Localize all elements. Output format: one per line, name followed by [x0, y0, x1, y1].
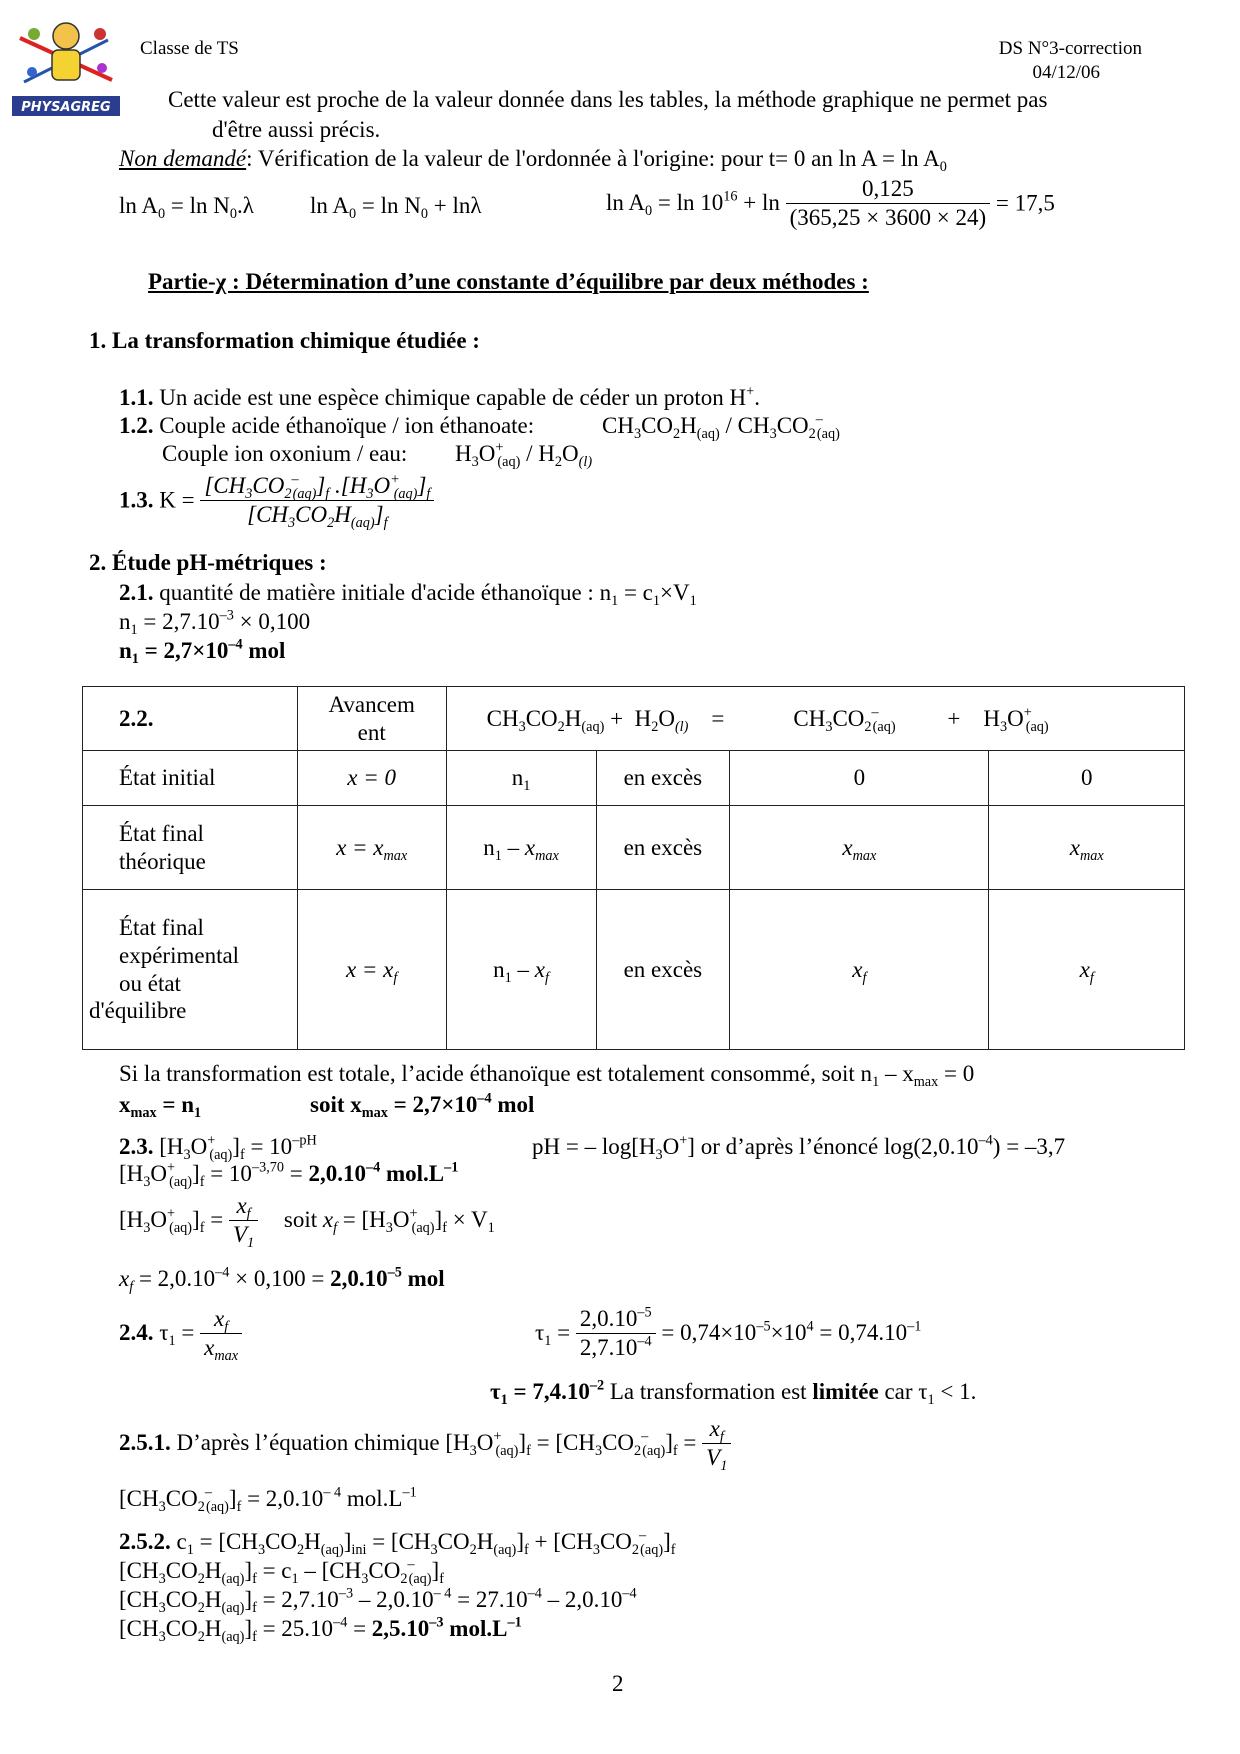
header-date: 04/12/06	[1032, 62, 1100, 83]
section-1-title: 1. La transformation chimique étudiée :	[89, 328, 480, 353]
n1-calc: $n_1 = 2,7.10^{-3} \times 0,100$	[119, 607, 311, 638]
xf-result: $x_f = 2,0.10^{-4} \times 0,100 = 2,0.10^{-5}$ mol	[119, 1264, 445, 1295]
item-1-3: 1.3. K = $\frac{[CH_3CO_2^-_{(aq)}]_f .[H_3O^+_{(aq)}]_f}{[CH_3CO_2H_{(aq)}]_f}$	[119, 472, 434, 528]
item-2-1: 2.1. quantité de matière initiale d'acide éthanoïque : $n_1 = c_1\times V_1$	[119, 580, 697, 609]
item-2-3: 2.3. $[H_3O^+_{(aq)}]_f = 10^{-pH}$	[119, 1132, 317, 1163]
xmax-eq: $x_{max} = n_1$	[119, 1092, 202, 1121]
table-head-num: 2.2.	[83, 687, 298, 751]
ph-relation: pH = – $\log[H_3O^+]$ or d’après l’énoncé $\log(2,0.10^{-4}) = -3,7$	[532, 1132, 1066, 1163]
table-row: État final expérimental ou état d'équilibre $x = x_f$ $n_1 - x_f$ en excès $x_f$ $x_f$	[83, 890, 1185, 1050]
partie-title: Partie-χ : Détermination d’une constante d’équilibre par deux méthodes :	[148, 269, 869, 294]
table-row: État initial x = 0 $n_1$ en excès 0 0	[83, 751, 1185, 806]
tau-result: $\tau_1 = 7,4.10^{-2}$ La transformation est limitée car $\tau_1 < 1$.	[490, 1377, 977, 1408]
item-1-2: 1.2. Couple acide éthanoïque / ion éthanoate:	[119, 413, 535, 438]
eq-ln-fraction: $\frac{0,125}{(365,25 \times 3600 \times 24)}$	[786, 175, 991, 231]
acid-conc-2: $[CH_3CO_2H_{(aq)}]_f = 2,7.10^{-3} - 2,0.10^{- 4} = 27.10^{-4} - 2,0.10^{-4}$	[119, 1585, 637, 1616]
header-ds-title: DS N°3-correction	[998, 38, 1142, 59]
h3o-xf-relation: $[H_3O^+_{(aq)}]_f$ = $\frac{x_f}{V_1}$ soit $x_f = [H_3O^+_{(aq)}]_f \times V_1$	[119, 1193, 495, 1251]
physagreg-logo	[12, 10, 120, 118]
intro-line-1: Cette valeur est proche de la valeur donnée dans les tables, la méthode graphique ne permet pas	[168, 87, 1048, 112]
intro-line-2: d'être aussi précis.	[212, 117, 381, 142]
advancement-table	[82, 686, 1185, 1050]
svg-text:PHYSAGREG: PHYSAGREG	[21, 100, 111, 115]
eq-ln-a0-3: $\ln A_0 = \ln 10^{16} + \ln$ $\frac{0,125}{(365,25 \times 3600 \times 24)}$ = 17,5	[606, 176, 1055, 230]
couple-oxonium: $H_3O^+_{(aq)} / H_2O_{(l)}$	[455, 439, 593, 470]
page-number: 2	[612, 1671, 624, 1696]
xmax-result: soit $x_{max} = 2,7\times 10^{-4}$ mol	[310, 1090, 535, 1121]
eq-ln-a0-2: $\ln A_0 = \ln N_0 + \ln\lambda$	[310, 193, 482, 222]
couple-acetic: $CH_3CO_2H_{(aq)} / CH_3CO_2^-_{(aq)}$	[602, 411, 840, 442]
item-1-2-couple2: Couple ion oxonium / eau:	[162, 441, 408, 466]
item-2-4: 2.4. $\tau_1$ = $\frac{x_f}{x_{max}}$	[119, 1305, 242, 1361]
header-class: Classe de TS	[140, 38, 239, 59]
item-2-5-1: 2.5.1. D’après l’équation chimique $[H_3O^+_{(aq)}]_f = [CH_3CO_2^-_{(aq)}]_f$ = $\frac{x_f}{V_1}$	[119, 1415, 731, 1471]
total-transformation: Si la transformation est totale, l’acide éthanoïque est totalement consommé, soit $n_1 - x_{max} = 0$	[119, 1061, 975, 1090]
table-head-avancement: Avancem ent	[297, 687, 446, 751]
table-row: État final théorique $x = x_{max}$ $n_1 - x_{max}$ en excès $x_{max}$ $x_{max}$	[83, 806, 1185, 890]
eq-ln-a0-1: $\ln A_0 = \ln N_0.\lambda$	[119, 193, 254, 222]
ch3co2-result: $[CH_3CO_2^-_{(aq)}]_f = 2,0.10^{- 4}$ $mol.L^{-1}$	[119, 1484, 417, 1515]
k-fraction: $\frac{[CH_3CO_2^-_{(aq)}]_f .[H_3O^+_{(aq)}]_f}{[CH_3CO_2H_{(aq)}]_f}$	[200, 472, 434, 528]
acid-conc-3: $[CH_3CO_2H_{(aq)}]_f = 25.10^{-4} = 2,5.10^{-3}$ $mol.L^{-1}$	[119, 1614, 522, 1645]
acid-conc-1: $[CH_3CO_2H_{(aq)}]_f = c_1 - [CH_3CO_2^-_{(aq)}]_f$	[119, 1556, 444, 1587]
n1-result: $n_1 = 2,7\times 10^{-4}$ mol	[119, 636, 286, 667]
table-equation: $CH_3CO_2H_{(aq)} + H_2O_{(l)}$ = $CH_3CO_2^-_{(aq)}$ + $H_3O^+_{(aq)}$	[446, 687, 1184, 751]
h3o-result: $[H_3O^+_{(aq)}]_f = 10^{-3,70} = 2,0.10^{-4}$ $mol.L^{-1}$	[119, 1159, 459, 1190]
tau-calc: $\tau_1$ = $\frac{2,0.10^{-5}}{2,7.10^{-4}}$ = $0,74\times 10^{-5}\times 10^4 = 0,74.10^{-1}$	[535, 1304, 922, 1360]
section-2-title: 2. Étude pH-métriques :	[89, 550, 327, 575]
item-2-5-2: 2.5.2. $c_1 = [CH_3CO_2H_{(aq)}]_{ini} = [CH_3CO_2H_{(aq)}]_f + [CH_3CO_2^-_{(aq)}]_f$	[119, 1527, 676, 1558]
non-demande-label: Non demandé	[119, 146, 247, 171]
non-demande: Non demandé: Vérification de la valeur de l'ordonnée à l'origine: pour t= 0 an $\ln A = \ln A_0$	[119, 146, 947, 175]
table-header-row	[83, 687, 1185, 751]
item-1-1: 1.1. Un acide est une espèce chimique capable de céder un proton H+.	[119, 383, 760, 410]
